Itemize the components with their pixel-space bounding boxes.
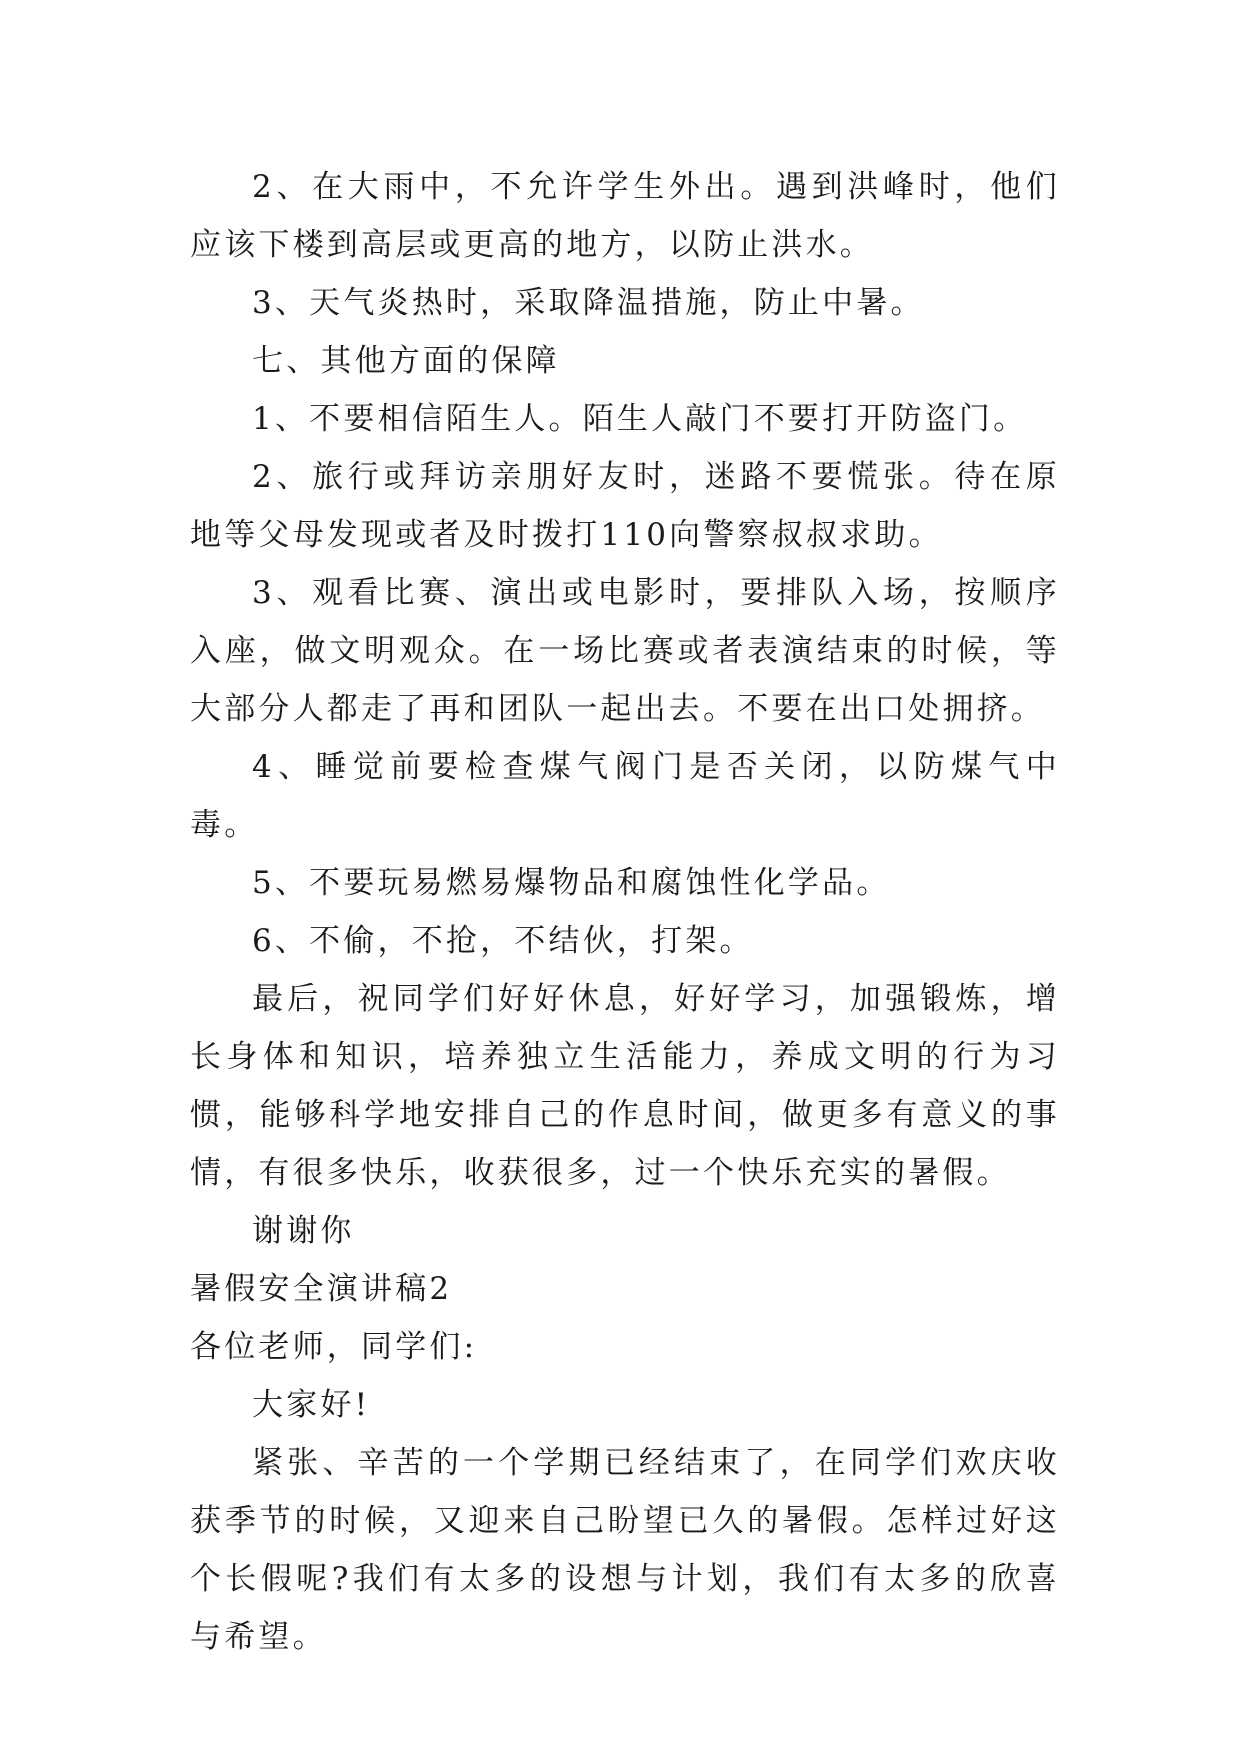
greeting: 大家好!: [252, 1387, 371, 1423]
paragraph-gas: 4、睡觉前要检查煤气阀门是否关闭，以防煤气中毒。: [190, 749, 1060, 843]
paragraph-events: 3、观看比赛、演出或电影时，要排队入场，按顺序入座，做文明观众。在一场比赛或者表演结束的时候，等大部分人都走了再和团队一起出去。不要在出口处拥挤。: [190, 575, 1060, 727]
paragraph-heat-safety: 3、天气炎热时，采取降温措施，防止中暑。: [252, 285, 925, 321]
paragraph-lost: 2、旅行或拜访亲朋好友时，迷路不要慌张。待在原地等父母发现或者及时拨打110向警察叔叔求助。: [190, 459, 1060, 553]
paragraph-rain-safety: 2、在大雨中，不允许学生外出。遇到洪峰时，他们应该下楼到高层或更高的地方，以防止洪水。: [190, 169, 1060, 263]
paragraph-closing: 最后，祝同学们好好休息，好好学习，加强锻炼，增长身体和知识，培养独立生活能力，养成文明的行为习惯，能够科学地安排自己的作息时间，做更多有意义的事情，有很多快乐，收获很多，过一个快乐充实的暑假。: [190, 981, 1060, 1191]
salutation: 各位老师，同学们:: [190, 1329, 478, 1365]
document-body: [190, 158, 1060, 1666]
paragraph-thanks: 谢谢你: [252, 1213, 355, 1249]
paragraph-chemicals: 5、不要玩易燃易爆物品和腐蚀性化学品。: [252, 865, 891, 901]
paragraph-strangers: 1、不要相信陌生人。陌生人敲门不要打开防盗门。: [252, 401, 1028, 437]
section-heading-other: 七、其他方面的保障: [252, 343, 560, 379]
speech-title: 暑假安全演讲稿2: [190, 1271, 453, 1307]
paragraph-intro: 紧张、辛苦的一个学期已经结束了，在同学们欢庆收获季节的时候，又迎来自己盼望已久的暑假。怎样过好这个长假呢?我们有太多的设想与计划，我们有太多的欣喜与希望。: [190, 1445, 1060, 1655]
paragraph-conduct: 6、不偷，不抢，不结伙，打架。: [252, 923, 754, 959]
